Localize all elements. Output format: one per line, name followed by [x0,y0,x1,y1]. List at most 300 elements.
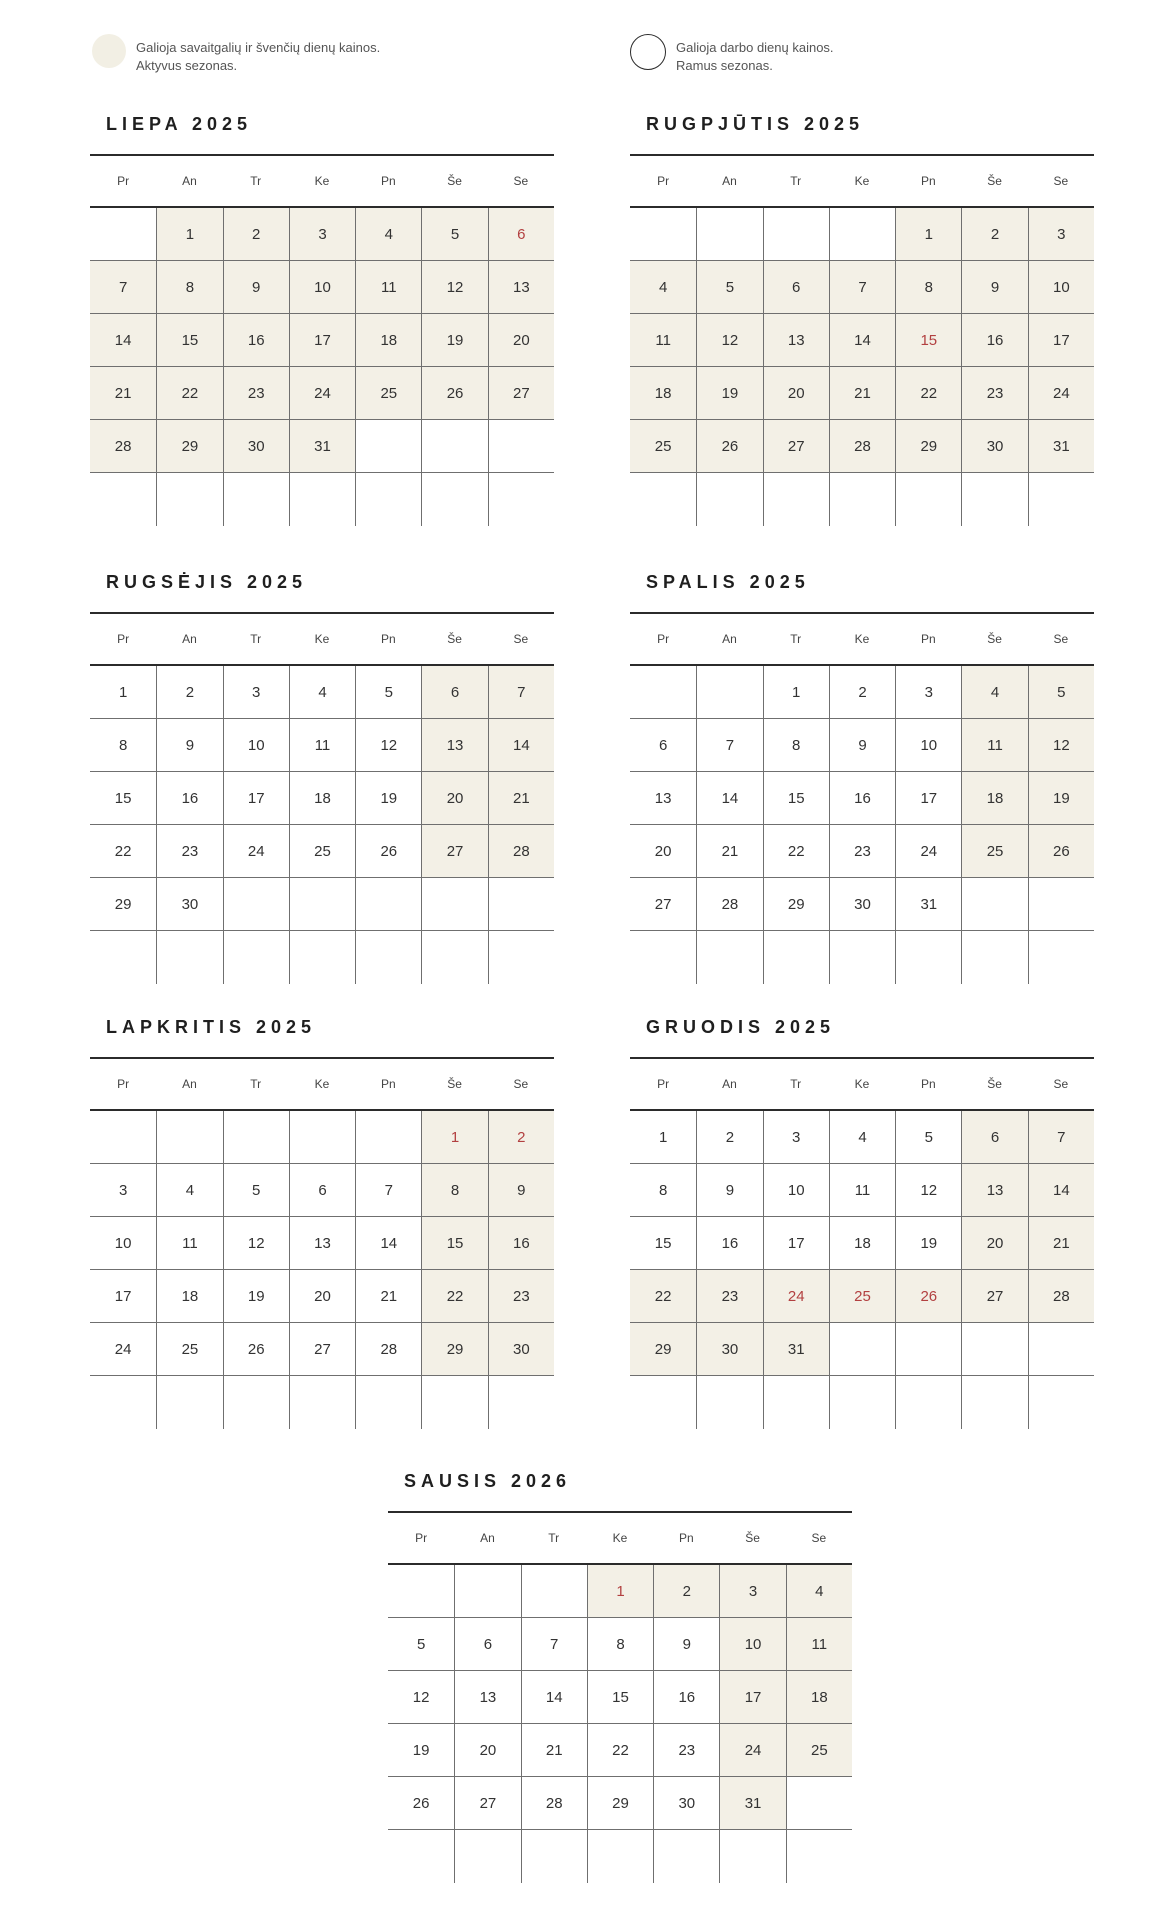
empty-cell [223,1376,289,1429]
day-cell[interactable]: 3 [223,666,289,719]
weekday-label: Pr [657,1077,670,1091]
day-cell[interactable]: 6 [630,719,696,772]
day-cell[interactable]: 20 [630,825,696,878]
day-cell[interactable]: 31 [1028,420,1094,473]
day-cell[interactable]: 17 [895,772,961,825]
day-cell[interactable]: 9 [488,1164,554,1217]
day-cell[interactable]: 20 [454,1724,520,1777]
weekday-label: Se [1053,174,1069,188]
weekday-label: Se [1053,1077,1069,1091]
empty-cell [786,1830,852,1883]
day-cell[interactable]: 26 [223,1323,289,1376]
day-cell[interactable]: 29 [895,420,961,473]
month-calendar [630,110,1094,526]
day-cell[interactable]: 8 [895,261,961,314]
weekday-label: An [182,174,197,188]
day-cell[interactable]: 3 [719,1565,785,1618]
day-cell[interactable]: 21 [1028,1217,1094,1270]
day-cell[interactable]: 20 [421,772,487,825]
day-cell[interactable]: 8 [90,719,156,772]
day-cell[interactable]: 30 [961,420,1027,473]
day-cell[interactable]: 27 [421,825,487,878]
day-cell[interactable]: 24 [223,825,289,878]
day-cell[interactable]: 5 [388,1618,454,1671]
empty-cell [653,1830,719,1883]
day-cell[interactable]: 15 [90,772,156,825]
day-cell[interactable]: 9 [223,261,289,314]
day-cell[interactable]: 19 [388,1724,454,1777]
day-cell[interactable]: 8 [763,719,829,772]
day-cell[interactable]: 7 [90,261,156,314]
weekday-label: An [722,632,737,646]
empty-cell [355,420,421,473]
day-cell[interactable]: 18 [630,367,696,420]
day-cell[interactable]: 31 [289,420,355,473]
day-cell[interactable]: 19 [1028,772,1094,825]
day-cell[interactable]: 6 [289,1164,355,1217]
day-cell[interactable]: 4 [289,666,355,719]
day-cell[interactable]: 12 [388,1671,454,1724]
legend-calm-line2: Ramus sezonas. [676,58,773,73]
day-cell[interactable]: 30 [696,1323,762,1376]
weekday-label: Pn [380,632,396,646]
day-cell[interactable]: 9 [156,719,222,772]
day-cell[interactable]: 11 [289,719,355,772]
day-cell[interactable]: 5 [355,666,421,719]
day-cell[interactable]: 24 [289,367,355,420]
empty-cell [421,420,487,473]
month-calendar [630,1013,1094,1429]
legend-active-line1: Galioja savaitgalių ir švenčių dienų kainos. [136,40,381,55]
day-cell[interactable]: 16 [488,1217,554,1270]
day-cell[interactable]: 20 [763,367,829,420]
weekday-label: Še [987,1077,1002,1091]
day-cell[interactable]: 12 [223,1217,289,1270]
empty-cell [630,1376,696,1429]
day-cell[interactable]: 5 [223,1164,289,1217]
day-cell[interactable]: 24 [719,1724,785,1777]
day-cell[interactable]: 11 [786,1618,852,1671]
day-cell[interactable]: 10 [223,719,289,772]
day-cell[interactable]: 14 [355,1217,421,1270]
day-cell[interactable]: 23 [223,367,289,420]
day-cell[interactable]: 7 [829,261,895,314]
weekday-label: Tr [548,1531,560,1545]
day-cell[interactable]: 26 [696,420,762,473]
day-cell[interactable]: 6 [763,261,829,314]
day-cell[interactable]: 5 [696,261,762,314]
weekday-label: An [722,1077,737,1091]
day-cell[interactable]: 5 [1028,666,1094,719]
day-grid [90,666,554,984]
day-cell[interactable]: 6 [454,1618,520,1671]
day-cell[interactable]: 28 [90,420,156,473]
empty-cell [90,1111,156,1164]
day-cell[interactable]: 30 [488,1323,554,1376]
day-cell[interactable]: 11 [829,1164,895,1217]
weekday-label: Tr [250,1077,262,1091]
day-cell[interactable]: 21 [355,1270,421,1323]
day-cell[interactable]: 28 [488,825,554,878]
day-grid [630,208,1094,526]
day-cell[interactable]: 16 [653,1671,719,1724]
day-cell[interactable]: 1 [895,208,961,261]
day-cell[interactable]: 29 [763,878,829,931]
day-cell[interactable]: 8 [421,1164,487,1217]
day-cell[interactable]: 23 [653,1724,719,1777]
day-cell[interactable]: 12 [355,719,421,772]
empty-cell [421,1376,487,1429]
day-cell[interactable]: 9 [653,1618,719,1671]
day-cell[interactable]: 31 [895,878,961,931]
day-cell[interactable]: 3 [763,1111,829,1164]
day-cell[interactable]: 22 [421,1270,487,1323]
day-cell[interactable]: 14 [696,772,762,825]
day-cell[interactable]: 27 [630,878,696,931]
day-cell[interactable]: 29 [421,1323,487,1376]
day-cell[interactable]: 22 [90,825,156,878]
day-cell[interactable]: 18 [355,314,421,367]
day-cell[interactable]: 19 [421,314,487,367]
day-cell[interactable]: 1 [421,1111,487,1164]
weekday-label: Ke [854,632,870,646]
day-cell[interactable]: 24 [1028,367,1094,420]
empty-cell [454,1830,520,1883]
weekday-label: Pr [657,174,670,188]
day-cell[interactable]: 25 [786,1724,852,1777]
day-cell[interactable]: 23 [488,1270,554,1323]
day-cell[interactable]: 2 [961,208,1027,261]
weekday-label: Se [513,174,529,188]
day-cell[interactable]: 14 [1028,1164,1094,1217]
empty-cell [829,1376,895,1429]
empty-cell [829,473,895,526]
weekday-label: Tr [790,174,802,188]
month-title: RUGSĖJIS 2025 [106,572,308,592]
day-cell[interactable]: 21 [90,367,156,420]
day-cell[interactable]: 15 [630,1217,696,1270]
day-cell[interactable]: 9 [829,719,895,772]
day-cell[interactable]: 22 [156,367,222,420]
day-cell[interactable]: 25 [156,1323,222,1376]
empty-cell [1028,878,1094,931]
day-cell[interactable]: 27 [488,367,554,420]
day-cell[interactable]: 8 [156,261,222,314]
day-cell[interactable]: 17 [90,1270,156,1323]
weekday-header-row [90,614,554,664]
legend-calm-season [630,34,834,75]
day-cell[interactable]: 4 [786,1565,852,1618]
empty-cell [388,1565,454,1618]
day-cell[interactable]: 3 [90,1164,156,1217]
day-cell[interactable]: 30 [223,420,289,473]
empty-cell [223,1111,289,1164]
day-cell[interactable]: 19 [355,772,421,825]
day-cell[interactable]: 10 [719,1618,785,1671]
day-cell[interactable]: 10 [289,261,355,314]
day-cell[interactable]: 14 [521,1671,587,1724]
day-cell[interactable]: 9 [696,1164,762,1217]
day-cell[interactable]: 27 [763,420,829,473]
day-cell[interactable]: 26 [421,367,487,420]
day-cell[interactable]: 4 [156,1164,222,1217]
day-cell[interactable]: 24 [90,1323,156,1376]
day-cell[interactable]: 26 [388,1777,454,1830]
day-cell[interactable]: 1 [90,666,156,719]
day-cell[interactable]: 21 [696,825,762,878]
day-cell[interactable]: 1 [763,666,829,719]
day-cell[interactable]: 22 [763,825,829,878]
empty-cell [1028,1376,1094,1429]
day-cell[interactable]: 4 [829,1111,895,1164]
empty-cell [895,473,961,526]
day-cell[interactable]: 17 [1028,314,1094,367]
day-cell[interactable]: 21 [488,772,554,825]
empty-cell [488,878,554,931]
empty-cell [421,878,487,931]
day-cell[interactable]: 30 [829,878,895,931]
day-cell[interactable]: 8 [587,1618,653,1671]
day-cell[interactable]: 19 [223,1270,289,1323]
day-cell[interactable]: 31 [719,1777,785,1830]
day-cell[interactable]: 23 [156,825,222,878]
day-cell[interactable]: 20 [488,314,554,367]
day-cell[interactable]: 5 [895,1111,961,1164]
weekday-label: Pn [920,632,936,646]
empty-cell [763,931,829,984]
day-cell[interactable]: 7 [355,1164,421,1217]
day-cell[interactable]: 10 [90,1217,156,1270]
day-cell[interactable]: 28 [521,1777,587,1830]
empty-cell [763,208,829,261]
empty-cell [763,1376,829,1429]
day-cell[interactable]: 13 [454,1671,520,1724]
day-cell[interactable]: 26 [355,825,421,878]
empty-cell [223,931,289,984]
day-cell[interactable]: 5 [421,208,487,261]
month-calendar [90,568,554,984]
weekday-label: Se [1053,632,1069,646]
day-cell[interactable]: 29 [156,420,222,473]
day-cell[interactable]: 18 [829,1217,895,1270]
day-cell[interactable]: 21 [829,367,895,420]
empty-cell [587,1830,653,1883]
empty-cell [223,878,289,931]
day-cell[interactable]: 13 [488,261,554,314]
day-cell[interactable]: 30 [653,1777,719,1830]
weekday-label: An [182,1077,197,1091]
day-cell[interactable]: 28 [696,878,762,931]
day-cell[interactable]: 15 [421,1217,487,1270]
day-cell[interactable]: 17 [719,1671,785,1724]
day-cell[interactable]: 4 [630,261,696,314]
day-cell[interactable]: 3 [1028,208,1094,261]
day-cell[interactable]: 12 [421,261,487,314]
day-cell[interactable]: 20 [961,1217,1027,1270]
weekday-label: Še [447,1077,462,1091]
day-cell[interactable]: 2 [488,1111,554,1164]
day-cell[interactable]: 14 [829,314,895,367]
day-cell[interactable]: 31 [763,1323,829,1376]
day-cell[interactable]: 8 [630,1164,696,1217]
day-cell[interactable]: 15 [763,772,829,825]
empty-cell [829,208,895,261]
day-cell[interactable]: 15 [156,314,222,367]
empty-cell [421,473,487,526]
weekday-label: Ke [314,1077,330,1091]
active-season-swatch [92,34,126,68]
day-cell[interactable]: 23 [696,1270,762,1323]
day-cell[interactable]: 16 [696,1217,762,1270]
day-cell[interactable]: 14 [488,719,554,772]
day-cell[interactable]: 11 [156,1217,222,1270]
day-cell[interactable]: 27 [289,1323,355,1376]
day-cell[interactable]: 28 [1028,1270,1094,1323]
day-cell[interactable]: 29 [90,878,156,931]
empty-cell [630,666,696,719]
empty-cell [156,1111,222,1164]
day-cell[interactable]: 20 [289,1270,355,1323]
empty-cell [696,1376,762,1429]
day-cell[interactable]: 11 [355,261,421,314]
day-cell[interactable]: 17 [289,314,355,367]
day-cell[interactable]: 2 [696,1111,762,1164]
day-cell[interactable]: 10 [895,719,961,772]
day-cell[interactable]: 22 [587,1724,653,1777]
day-cell[interactable]: 4 [355,208,421,261]
empty-cell [156,1376,222,1429]
month-title: SPALIS 2025 [646,572,810,592]
weekday-label: An [480,1531,495,1545]
weekday-label: Ke [314,174,330,188]
day-cell[interactable]: 24 [895,825,961,878]
day-cell[interactable]: 7 [488,666,554,719]
weekday-header-row [388,1513,852,1563]
empty-cell [156,931,222,984]
day-cell[interactable]: 12 [1028,719,1094,772]
day-cell[interactable]: 19 [696,367,762,420]
day-cell[interactable]: 2 [653,1565,719,1618]
day-cell[interactable]: 15 [895,314,961,367]
weekday-label: Še [745,1531,760,1545]
empty-cell [630,208,696,261]
day-cell[interactable]: 6 [961,1111,1027,1164]
day-cell[interactable]: 17 [763,1217,829,1270]
day-cell[interactable]: 17 [223,772,289,825]
day-cell[interactable]: 1 [156,208,222,261]
day-cell[interactable]: 13 [763,314,829,367]
day-cell[interactable]: 22 [895,367,961,420]
day-cell[interactable]: 1 [587,1565,653,1618]
month-title: LIEPA 2025 [106,114,253,134]
day-cell[interactable]: 7 [1028,1111,1094,1164]
day-cell[interactable]: 23 [829,825,895,878]
day-cell[interactable]: 16 [829,772,895,825]
day-cell[interactable]: 16 [156,772,222,825]
day-cell[interactable]: 27 [961,1270,1027,1323]
empty-cell [521,1565,587,1618]
day-cell[interactable]: 13 [630,772,696,825]
day-cell[interactable]: 19 [895,1217,961,1270]
day-cell[interactable]: 21 [521,1724,587,1777]
day-cell[interactable]: 13 [289,1217,355,1270]
day-cell[interactable]: 25 [829,1270,895,1323]
day-cell[interactable]: 3 [289,208,355,261]
day-cell[interactable]: 25 [355,367,421,420]
day-cell[interactable]: 18 [961,772,1027,825]
empty-cell [355,931,421,984]
month-title: RUGPJŪTIS 2025 [646,114,865,134]
day-cell[interactable]: 30 [156,878,222,931]
day-cell[interactable]: 2 [156,666,222,719]
day-cell[interactable]: 7 [696,719,762,772]
day-cell[interactable]: 6 [421,666,487,719]
day-cell[interactable]: 26 [1028,825,1094,878]
day-cell[interactable]: 12 [895,1164,961,1217]
day-cell[interactable]: 25 [289,825,355,878]
day-cell[interactable]: 18 [289,772,355,825]
day-cell[interactable]: 24 [763,1270,829,1323]
day-cell[interactable]: 7 [521,1618,587,1671]
empty-cell [719,1830,785,1883]
day-cell[interactable]: 27 [454,1777,520,1830]
empty-cell [488,1376,554,1429]
day-cell[interactable]: 25 [961,825,1027,878]
day-cell[interactable]: 2 [829,666,895,719]
day-cell[interactable]: 15 [587,1671,653,1724]
empty-cell [696,666,762,719]
day-cell[interactable]: 6 [488,208,554,261]
day-cell[interactable]: 29 [587,1777,653,1830]
day-cell[interactable]: 10 [763,1164,829,1217]
day-cell[interactable]: 13 [421,719,487,772]
weekday-label: Pr [415,1531,428,1545]
empty-cell [961,473,1027,526]
day-cell[interactable]: 18 [156,1270,222,1323]
day-cell[interactable]: 1 [630,1111,696,1164]
day-cell[interactable]: 2 [223,208,289,261]
day-cell[interactable]: 22 [630,1270,696,1323]
day-cell[interactable]: 10 [1028,261,1094,314]
day-cell[interactable]: 11 [630,314,696,367]
day-cell[interactable]: 14 [90,314,156,367]
day-cell[interactable]: 13 [961,1164,1027,1217]
day-grid [388,1565,852,1883]
empty-cell [90,208,156,261]
day-cell[interactable]: 26 [895,1270,961,1323]
day-cell[interactable]: 16 [223,314,289,367]
empty-cell [488,931,554,984]
day-cell[interactable]: 29 [630,1323,696,1376]
day-cell[interactable]: 28 [829,420,895,473]
day-cell[interactable]: 18 [786,1671,852,1724]
empty-cell [1028,1323,1094,1376]
day-cell[interactable]: 16 [961,314,1027,367]
day-cell[interactable]: 23 [961,367,1027,420]
month-title: LAPKRITIS 2025 [106,1017,317,1037]
day-grid [630,666,1094,984]
month-calendar [90,1013,554,1429]
day-cell[interactable]: 3 [895,666,961,719]
legend-active-season [92,34,380,75]
empty-cell [90,1376,156,1429]
day-cell[interactable]: 12 [696,314,762,367]
day-cell[interactable]: 9 [961,261,1027,314]
day-cell[interactable]: 11 [961,719,1027,772]
day-cell[interactable]: 28 [355,1323,421,1376]
day-cell[interactable]: 25 [630,420,696,473]
day-cell[interactable]: 4 [961,666,1027,719]
